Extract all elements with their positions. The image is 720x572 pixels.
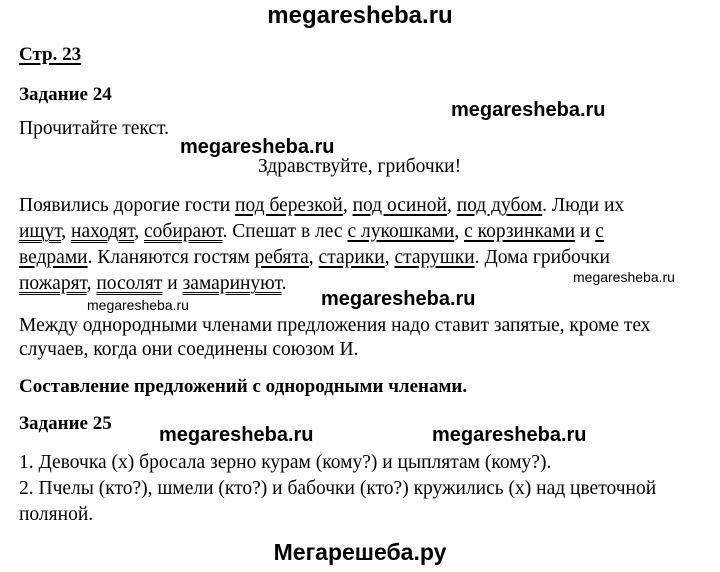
text-span: . Дома грибочки [474, 247, 610, 268]
rule-line-1: Между однородными членами предложения надо ставит запятые, кроме тех [19, 315, 651, 336]
subject-underlined: старушки [394, 247, 475, 268]
watermark: megaresheba.ru [159, 424, 314, 446]
watermark: megaresheba.ru [432, 424, 587, 446]
watermark: megaresheba.ru [451, 99, 606, 121]
watermark: megaresheba.ru [573, 269, 675, 285]
text-span: , [446, 195, 457, 216]
adverbial-underlined: под березкой [235, 195, 343, 216]
footer-watermark: Мегарешеба.ру [273, 539, 447, 565]
subject-underlined: ребята [254, 247, 309, 268]
paragraph-line-4 [19, 273, 286, 295]
watermark: megaresheba.ru [321, 288, 476, 310]
adverbial-underlined: под дубом [456, 195, 543, 216]
text-span: . [281, 273, 287, 294]
text-span: . Спешат в лес [222, 221, 348, 242]
text-span: , [454, 221, 465, 242]
predicate-underlined: находят [71, 221, 135, 242]
task25-item-2-line-2: поляной. [19, 504, 94, 525]
paragraph-line-2 [19, 221, 604, 243]
predicate-underlined: посолят [96, 273, 163, 294]
object-underlined: с корзинками [464, 221, 576, 242]
text-span: , [134, 221, 144, 242]
paragraph-line-3 [19, 247, 610, 269]
text-span: , [384, 247, 395, 268]
predicate-underlined: пожарят [19, 273, 87, 294]
paragraph-line-1 [19, 195, 624, 217]
text-span: Появились дорогие гости [19, 195, 236, 216]
predicate-underlined: ищут [19, 221, 62, 242]
text-span: и [162, 273, 183, 294]
task25-heading: Задание 25 [19, 413, 112, 434]
adverbial-underlined: под осиной [352, 195, 447, 216]
section-heading: Составление предложений с однородными членами. [19, 376, 468, 397]
predicate-underlined: собирают [144, 221, 223, 242]
text-title: Здравствуйте, грибочки! [258, 156, 462, 177]
watermark: megaresheba.ru [87, 297, 189, 313]
page-label: Стр. 23 [19, 44, 82, 65]
task25-item-2-line-1: 2. Пчелы (кто?), шмели (кто?) и бабочки (кто?) кружились (х) над цветочной [19, 478, 657, 499]
watermark: megaresheba.ru [180, 136, 335, 158]
header-watermark: megaresheba.ru [267, 2, 453, 29]
text-span: . Люди их [542, 195, 625, 216]
text-span: . Кланяются гостям [87, 247, 255, 268]
text-span: и [575, 221, 596, 242]
text-span: , [308, 247, 319, 268]
object-underlined: с [595, 221, 604, 242]
task24-heading: Задание 24 [19, 84, 112, 105]
predicate-underlined: замаринуют [182, 273, 282, 294]
text-span: , [86, 273, 97, 294]
subject-underlined: старики [318, 247, 385, 268]
task25-item-1: 1. Девочка (х) бросала зерно курам (кому?) и цыплятам (кому?). [19, 452, 552, 473]
task24-instruction: Прочитайте текст. [19, 118, 169, 139]
text-span: , [342, 195, 353, 216]
text-span: , [61, 221, 72, 242]
rule-line-2: случаев, когда они соединены союзом И. [19, 339, 359, 360]
object-underlined: ведрами [19, 247, 88, 268]
object-underlined: с лукошками [347, 221, 455, 242]
